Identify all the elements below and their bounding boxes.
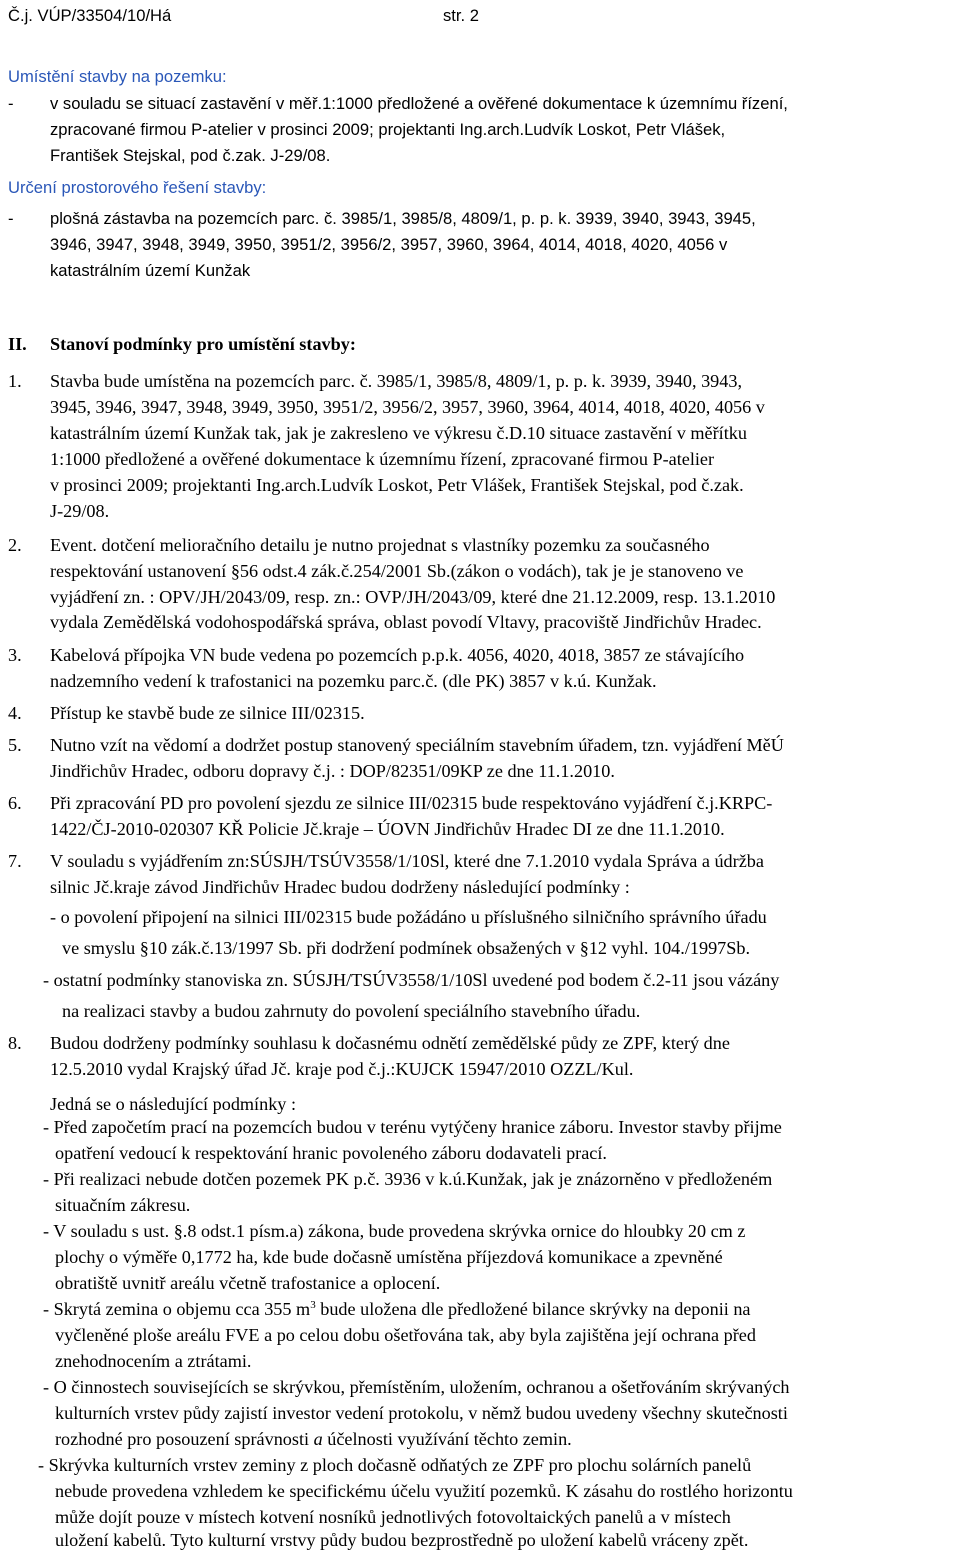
condition-1-line: 1:1000 předložené a ověřené dokumentace k územnímu řízení, zpracované firmou P-atelier — [50, 449, 715, 469]
condition-8-bullet: - Před započetím prací na pozemcích budou v terénu vytýčeny hranice záboru. Investor stavby přijme — [43, 1117, 782, 1137]
spatial-line: katastrálním území Kunžak — [50, 261, 251, 280]
condition-number: 8. — [8, 1033, 22, 1053]
condition-7-bullet: ve smyslu §10 zák.č.13/1997 Sb. při dodržení podmínek obsažených v §12 vyhl. 104./1997Sb. — [62, 938, 751, 958]
condition-2-line: vyjádření zn. : OPV/JH/2043/09, resp. zn.: OVP/JH/2043/09, které dne 21.12.2009, resp. 13.1.2010 — [50, 587, 776, 607]
spatial-line: plošná zástavba na pozemcích parc. č. 3985/1, 3985/8, 4809/1, p. p. k. 3939, 3940, 3943, 3945, — [50, 209, 756, 228]
placement-line: v souladu se situací zastavění v měř.1:1000 předložené a ověřené dokumentace k územnímu řízení, — [50, 94, 788, 113]
condition-1-line: 3945, 3946, 3947, 3948, 3949, 3950, 3951/2, 3956/2, 3957, 3960, 3964, 4014, 4018, 4020, 4056 v — [50, 397, 765, 417]
superscript-cubic: 3 — [310, 1299, 316, 1311]
condition-8-bullet: kulturních vrstev půdy zajistí investor vedení protokolu, v němž budou uvedeny všechny skutečnosti — [55, 1403, 788, 1423]
heading-spatial: Určení prostorového řešení stavby: — [8, 178, 267, 197]
protocol-text: rozhodné pro posouzení správnosti — [55, 1429, 314, 1449]
condition-2-line: Event. dotčení melioračního detailu je nutno projednat s vlastníky pozemku za současného — [50, 535, 710, 555]
condition-8-bullet: vyčleněné ploše areálu FVE a po celou dobu ošetřována tak, aby byla zajištěna její ochrana před — [55, 1325, 756, 1345]
condition-3-line: nadzemního vedení k trafostanici na pozemku parc.č. (dle PK) 3857 v k.ú. Kunžak. — [50, 671, 657, 691]
condition-1-line: katastrálním území Kunžak tak, jak je zakresleno ve výkresu č.D.10 situace zastavění v měřítku — [50, 423, 747, 443]
condition-8-bullet: uložení kabelů. Tyto kulturní vrstvy půdy budou bezprostředně po uložení kabelů vráceny zpět. — [55, 1530, 749, 1550]
condition-number: 3. — [8, 645, 22, 665]
condition-8-bullet — [55, 1428, 572, 1450]
condition-7-line: silnic Jč.kraje závod Jindřichův Hradec budou dodrženy následující podmínky : — [50, 877, 630, 897]
condition-3-line: Kabelová přípojka VN bude vedena po pozemcích p.p.k. 4056, 4020, 4018, 3857 ze stávajícího — [50, 645, 745, 665]
condition-7-bullet: - o povolení připojení na silnici III/02315 bude požádáno u příslušného silničního správního úřadu — [50, 907, 767, 927]
condition-4-line: Přístup ke stavbě bude ze silnice III/02315. — [50, 703, 365, 723]
condition-2-line: vydala Zemědělská vodohospodářská správa, oblast povodí Vltavy, pracoviště Jindřichův Hradec. — [50, 612, 762, 632]
condition-8-bullet: plochy o výměře 0,1772 ha, kde bude dočasně umístěna příjezdová komunikace a zpevněné — [55, 1247, 723, 1267]
condition-6-line: Při zpracování PD pro povolení sjezdu ze silnice III/02315 bude respektováno vyjádření č.j.KRPC- — [50, 793, 773, 813]
condition-8-bullet: obratiště uvnitř areálu včetně trafostanice a oplocení. — [55, 1273, 441, 1293]
condition-8-bullet: opatření vedoucí k respektování hranic povoleného záboru dodavateli prací. — [55, 1143, 607, 1163]
spatial-dash: - — [8, 209, 14, 228]
reference-number: Č.j. VÚP/33504/10/Há — [8, 6, 172, 25]
section-numeral: II. — [8, 334, 27, 354]
condition-8-bullet — [43, 1298, 751, 1320]
condition-8-bullet: - V souladu s ust. §.8 odst.1 písm.a) zákona, bude provedena skrývka ornice do hloubky 20 cm z — [43, 1221, 746, 1241]
condition-8-bullet: - Skrývka kulturních vrstev zeminy z ploch dočasně odňatých ze ZPF pro plochu solárních panelů — [38, 1455, 752, 1475]
placement-line: zpracované firmou P-atelier v prosinci 2009; projektanti Ing.arch.Ludvík Loskot, Petr Vlášek, — [50, 120, 726, 139]
page-number: str. 2 — [443, 6, 479, 25]
condition-number: 6. — [8, 793, 22, 813]
condition-5-line: Jindřichův Hradec, odboru dopravy č.j. : DOP/82351/09KP ze dne 11.1.2010. — [50, 761, 615, 781]
condition-8-bullet: nebude provedena vzhledem ke specifickému účelu využití pozemků. K zásahu do rostlého horizontu — [55, 1481, 793, 1501]
heading-placement: Umístění stavby na pozemku: — [8, 67, 227, 86]
condition-2-line: respektování ustanovení §56 odst.4 zák.č.254/2001 Sb.(zákon o vodách), tak je je stanoveno ve — [50, 561, 744, 581]
soil-volume-rest: bude uložena dle předložené bilance skrývky na deponii na — [315, 1299, 751, 1319]
condition-8-intro: Jedná se o následující podmínky : — [50, 1094, 296, 1114]
condition-number: 7. — [8, 851, 22, 871]
condition-8-bullet: situačním zákresu. — [55, 1195, 191, 1215]
condition-8-bullet: - O činnostech souvisejících se skrývkou, přemístěním, uložením, ochranou a ošetřováním skrývaných — [43, 1377, 790, 1397]
soil-volume-text: - Skrytá zemina o objemu cca 355 m — [43, 1299, 311, 1319]
condition-7-bullet: na realizaci stavby a budou zahrnuty do povolení speciálního stavebního úřadu. — [62, 1001, 641, 1021]
condition-1-line: J-29/08. — [50, 501, 110, 521]
condition-8-bullet: - Při realizaci nebude dotčen pozemek PK p.č. 3936 v k.ú.Kunžak, jak je znázorněno v předloženém — [43, 1169, 773, 1189]
condition-number: 2. — [8, 535, 22, 555]
condition-8-line: 12.5.2010 vydal Krajský úřad Jč. kraje pod č.j.:KUJCK 15947/2010 OZZL/Kul. — [50, 1059, 634, 1079]
condition-number: 1. — [8, 371, 22, 391]
condition-7-line: V souladu s vyjádřením zn:SÚSJH/TSÚV3558/1/10Sl, které dne 7.1.2010 vydala Správa a údržba — [50, 851, 764, 871]
condition-8-bullet: může dojít pouze v místech kotvení nosníků jednotlivých fotovoltaických panelů a v místech — [55, 1507, 731, 1527]
condition-1-line: v prosinci 2009; projektanti Ing.arch.Ludvík Loskot, Petr Vlášek, František Stejskal, pod č.zak. — [50, 475, 744, 495]
placement-line: František Stejskal, pod č.zak. J-29/08. — [50, 146, 331, 165]
condition-number: 4. — [8, 703, 22, 723]
protocol-text-rest: účelnosti využívání těchto zemin. — [322, 1429, 572, 1449]
italic-a: a — [313, 1429, 323, 1449]
condition-number: 5. — [8, 735, 22, 755]
spatial-line: 3946, 3947, 3948, 3949, 3950, 3951/2, 3956/2, 3957, 3960, 3964, 4014, 4018, 4020, 4056 v — [50, 235, 728, 254]
section-ii-heading: Stanoví podmínky pro umístění stavby: — [50, 334, 356, 354]
condition-8-line: Budou dodrženy podmínky souhlasu k dočasnému odnětí zemědělské půdy ze ZPF, který dne — [50, 1033, 730, 1053]
condition-1-line: Stavba bude umístěna na pozemcích parc. č. 3985/1, 3985/8, 4809/1, p. p. k. 3939, 3940, 3943, — [50, 371, 743, 391]
condition-8-bullet: znehodnocením a ztrátami. — [55, 1351, 252, 1371]
condition-6-line: 1422/ČJ-2010-020307 KŘ Policie Jč.kraje – ÚOVN Jindřichův Hradec DI ze dne 11.1.2010. — [50, 819, 725, 839]
condition-5-line: Nutno vzít na vědomí a dodržet postup stanovený speciálním stavebním úřadem, tzn. vyjádření MěÚ — [50, 735, 784, 755]
condition-7-bullet: - ostatní podmínky stanoviska zn. SÚSJH/TSÚV3558/1/10Sl uvedené pod bodem č.2-11 jsou vázány — [43, 970, 780, 990]
placement-dash: - — [8, 94, 14, 113]
